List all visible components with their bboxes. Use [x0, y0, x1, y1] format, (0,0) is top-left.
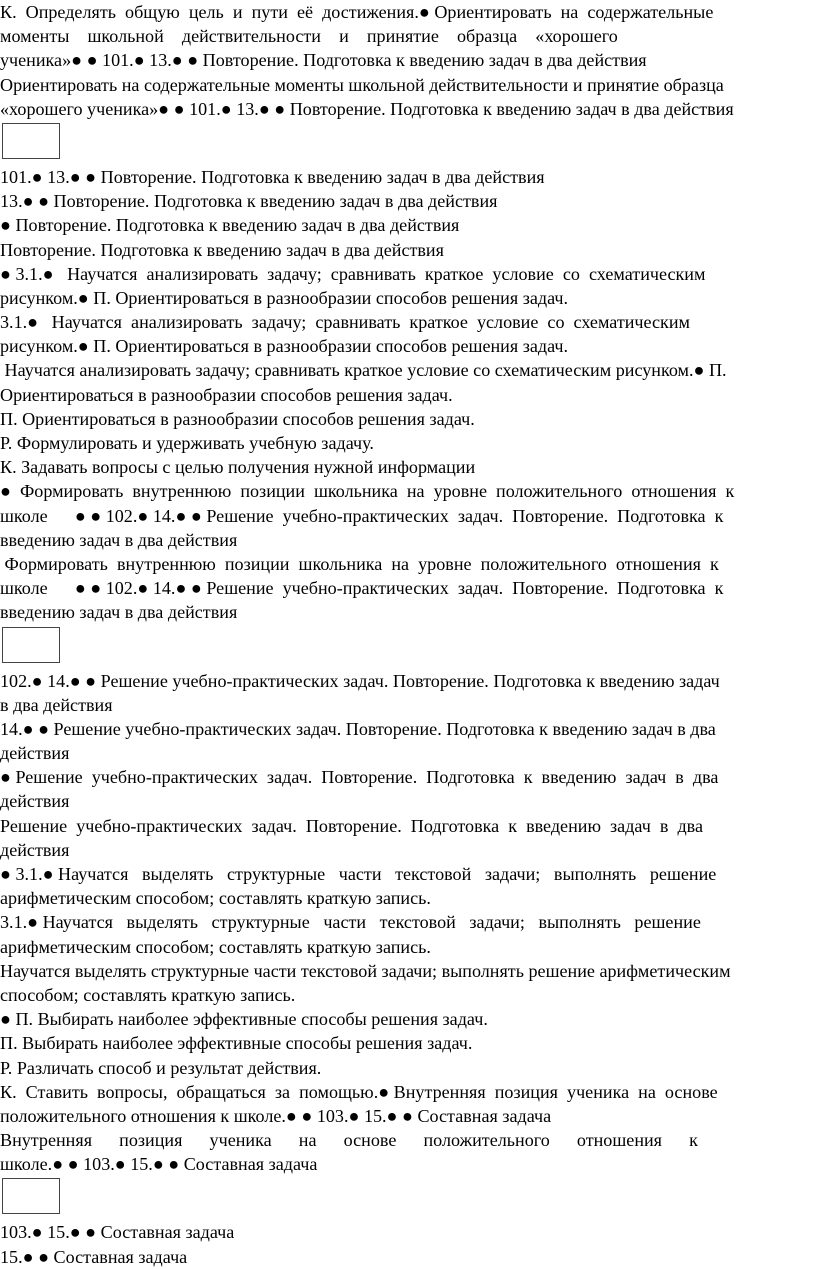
text-line: положительного отношения к школе.● ● 103.● 15.● ● Составная задача [0, 1105, 552, 1126]
text-line: действия [0, 791, 70, 812]
text-line: «хорошего ученика»● ● 101.● 13.● ● Повторение. Подготовка к введению задач в два действия [0, 98, 734, 119]
text-line: моменты школьной действительности и принятие образца «хорошего [0, 26, 618, 47]
text-line: ● П. Выбирать наиболее эффективные способы решения задач. [0, 1009, 488, 1030]
text-line: Повторение. Подготовка к введению задач в два действия [0, 239, 444, 260]
text-line: школе ● ● 102.● 14.● ● Решение учебно-практических задач. Повторение. Подготовка к [0, 578, 724, 599]
text-line: ученика»● ● 101.● 13.● ● Повторение. Подготовка к введению задач в два действия [0, 50, 647, 71]
text-line: Р. Различать способ и результат действия. [0, 1057, 322, 1078]
text-line: ● Повторение. Подготовка к введению задач в два действия [0, 215, 460, 236]
text-line: К. Ставить вопросы, обращаться за помощью.● Внутренняя позиция ученика на основе [0, 1081, 718, 1102]
text-line: способом; составлять краткую запись. [0, 984, 296, 1005]
text-line: П. Выбирать наиболее эффективные способы решения задач. [0, 1033, 473, 1054]
text-line: 13.● ● Повторение. Подготовка к введению задач в два действия [0, 191, 498, 212]
empty-table-cell [2, 1178, 60, 1214]
text-line: 102.● 14.● ● Решение учебно-практических задач. Повторение. Подготовка к введению задач [0, 670, 720, 691]
empty-table-cell [2, 627, 60, 663]
text-line: школе ● ● 102.● 14.● ● Решение учебно-практических задач. Повторение. Подготовка к [0, 505, 724, 526]
text-line: К. Задавать вопросы с целью получения нужной информации [0, 457, 476, 478]
text-line: школе.● ● 103.● 15.● ● Составная задача [0, 1154, 318, 1175]
text-line: 101.● 13.● ● Повторение. Подготовка к введению задач в два действия [0, 166, 545, 187]
text-line: действия [0, 743, 70, 764]
text-line: П. Ориентироваться в разнообразии способов решения задач. [0, 408, 475, 429]
text-line: арифметическим способом; составлять краткую запись. [0, 936, 431, 957]
text-line: Решение учебно-практических задач. Повторение. Подготовка к введению задач в два [0, 815, 703, 836]
text-line: Научатся выделять структурные части текстовой задачи; выполнять решение арифметическим [0, 960, 731, 981]
empty-table-cell [2, 123, 60, 159]
text-line: Ориентироваться в разнообразии способов решения задач. [0, 384, 453, 405]
text-line: ● 3.1.● Научатся выделять структурные части текстовой задачи; выполнять решение [0, 864, 717, 884]
text-line: ● 3.1.● Научатся анализировать задачу; сравнивать краткое условие со схематическим [0, 263, 706, 284]
text-line: К. Определять общую цель и пути её достижения.● Ориентировать на содержательные [0, 2, 714, 22]
text-line: действия [0, 839, 70, 860]
text-line: введению задач в два действия [0, 529, 238, 550]
text-line: Р. Формулировать и удерживать учебную задачу. [0, 433, 374, 453]
text-line: Научатся анализировать задачу; сравнивать краткое условие со схематическим рисунком.● П. [0, 360, 727, 381]
text-line: рисунком.● П. Ориентироваться в разнообразии способов решения задач. [0, 336, 569, 357]
text-line: Внутренняя позиция ученика на основе положительного отношения к [0, 1130, 698, 1151]
text-line: арифметическим способом; составлять краткую запись. [0, 888, 431, 909]
text-line: в два действия [0, 694, 113, 715]
text-line: Ориентировать на содержательные моменты школьной действительности и принятие образца [0, 74, 724, 95]
text-line: 103.● 15.● ● Составная задача [0, 1222, 235, 1243]
text-line: введению задач в два действия [0, 602, 238, 623]
text-line: Формировать внутреннюю позиции школьника на уровне положительного отношения к [0, 553, 719, 574]
text-line: ● Решение учебно-практических задач. Повторение. Подготовка к введению задач в два [0, 767, 719, 788]
text-line: рисунком.● П. Ориентироваться в разнообразии способов решения задач. [0, 287, 569, 308]
text-line: ● Формировать внутреннюю позиции школьника на уровне положительного отношения к [0, 481, 735, 502]
text-line: 15.● ● Составная задача [0, 1246, 188, 1267]
text-line: 14.● ● Решение учебно-практических задач. Повторение. Подготовка к введению задач в два [0, 718, 716, 739]
text-line: 3.1.● Научатся выделять структурные части текстовой задачи; выполнять решение [0, 912, 701, 933]
text-line: 3.1.● Научатся анализировать задачу; сравнивать краткое условие со схематическим [0, 312, 690, 333]
